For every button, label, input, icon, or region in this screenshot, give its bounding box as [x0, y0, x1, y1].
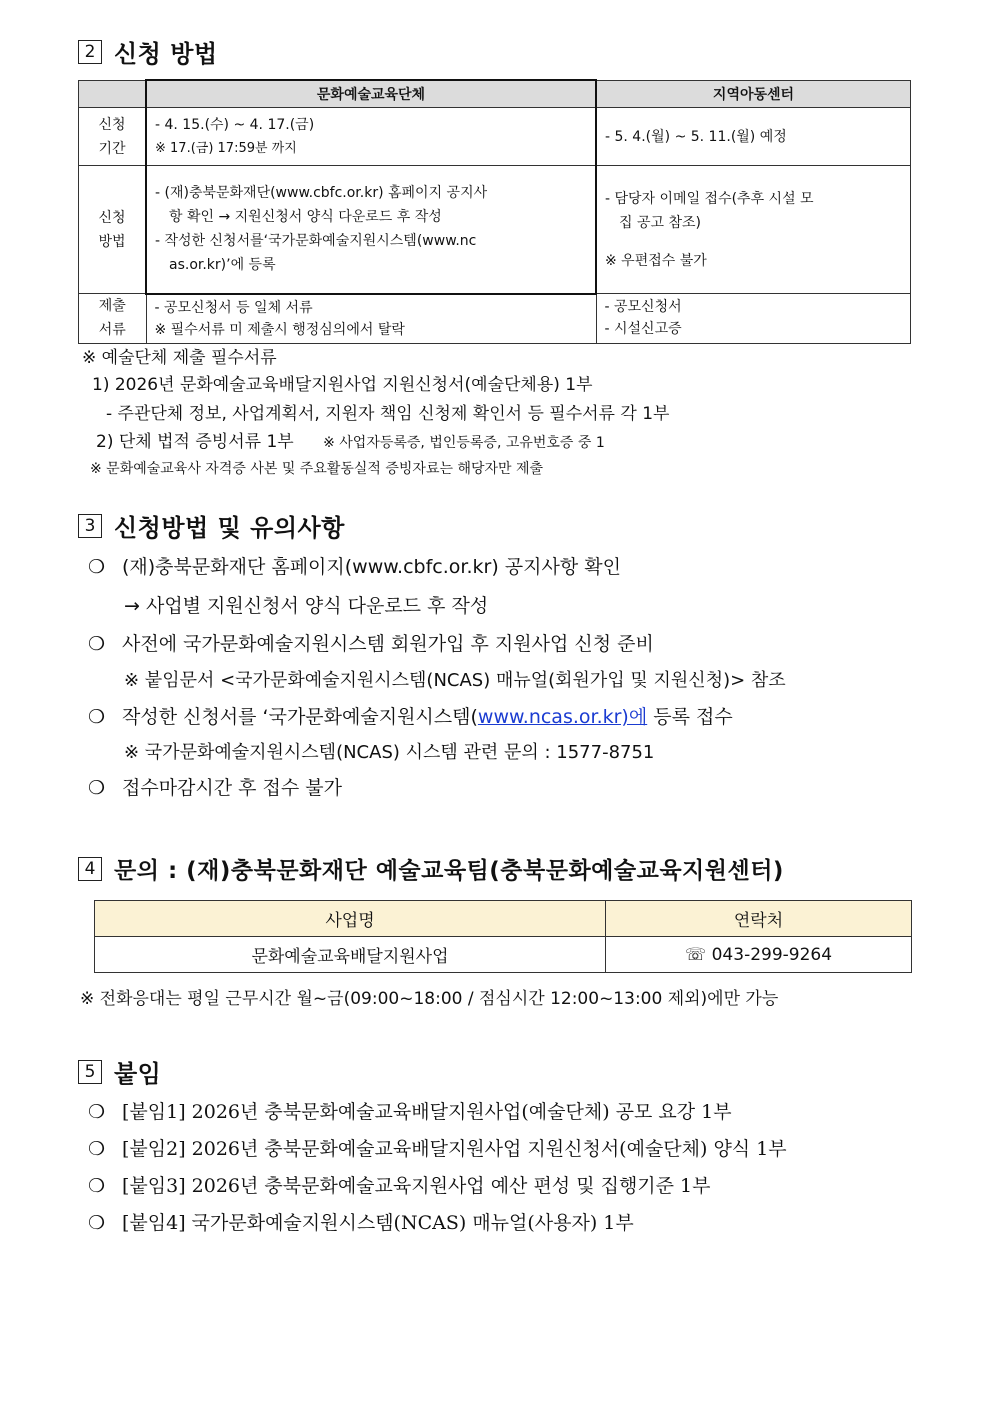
cell-project-name: 문화예술교육배달지원사업: [95, 937, 606, 973]
list-item-sub: → 사업별 지원신청서 양식 다운로드 후 작성: [124, 595, 489, 617]
attachment-item-4: ❍ [붙임4] 국가문화예술지원시스템(NCAS) 매뉴얼(사용자) 1부: [88, 1212, 634, 1234]
list-item-sub: ※ 붙임문서 <국가문화예술지원시스템(NCAS) 매뉴얼(회원가입 및 지원신청)> 참조: [124, 670, 786, 691]
column-header-childrens-center: 지역아동센터: [596, 80, 911, 108]
phone-hours-note: ※ 전화응대는 평일 근무시간 월~금(09:00~18:00 / 점심시간 12:00~13:00 제외)에만 가능: [80, 989, 779, 1009]
section-number: 4: [78, 857, 102, 881]
note-item-2-detail: ※ 사업자등록증, 법인등록증, 고유번호증 중 1: [323, 435, 605, 451]
attachment-item-2: ❍ [붙임2] 2026년 충북문화예술교육배달지원사업 지원신청서(예술단체) 양식 1부: [88, 1138, 787, 1160]
note-item-1: 1) 2026년 문화예술교육배달지원사업 지원신청서(예술단체용) 1부: [92, 375, 593, 395]
section-5-heading: [78, 1054, 161, 1089]
circle-bullet-icon: ❍: [88, 706, 106, 728]
ncas-link[interactable]: www.ncas.or.kr)에: [477, 706, 648, 728]
circle-bullet-icon: ❍: [88, 1101, 106, 1123]
list-item-sub: ※ 국가문화예술지원시스템(NCAS) 시스템 관련 문의 : 1577-8751: [124, 742, 655, 763]
list-item: ❍ (재)충북문화재단 홈페이지(www.cbfc.or.kr) 공지사항 확인: [88, 556, 621, 578]
cell-phone: ☏ 043-299-9264: [606, 937, 912, 973]
circle-bullet-icon: ❍: [88, 556, 106, 578]
cell-method-center: - 담당자 이메일 접수(추후 시설 모 집 공고 참조) ※ 우편접수 불가: [596, 166, 911, 294]
contact-table: [94, 900, 912, 973]
cell-documents-arts: - 공모신청서 등 일체 서류 ※ 필수서류 미 제출시 행정심의에서 탈락: [146, 294, 596, 344]
section-number: 5: [78, 1060, 102, 1084]
row-label-period: 신청 기간: [79, 108, 147, 166]
cell-documents-center: - 공모신청서 - 시설신고증: [596, 294, 911, 344]
list-item: ❍ 접수마감시간 후 접수 불가: [88, 777, 343, 799]
note-item-1-detail: - 주관단체 정보, 사업계획서, 지원자 책임 신청제 확인서 등 필수서류 각 1부: [106, 404, 670, 424]
section-3-heading: [78, 508, 345, 543]
section-number: 2: [78, 40, 102, 64]
cell-period-arts: - 4. 15.(수) ~ 4. 17.(금) ※ 17.(금) 17:59분 까지: [146, 108, 596, 166]
row-label-documents: 제출 서류: [79, 294, 147, 344]
application-method-table: [78, 79, 911, 344]
note-heading: ※ 예술단체 제출 필수서류: [82, 348, 277, 368]
section-title: 붙임: [114, 1060, 162, 1088]
note-certificate: ※ 문화예술교육사 자격증 사본 및 주요활동실적 증빙자료는 해당자만 제출: [90, 461, 544, 477]
required-documents-notes: [82, 346, 669, 481]
section-4-heading: [78, 852, 784, 885]
section-2-heading: [78, 34, 218, 69]
section-title: 신청 방법: [114, 40, 218, 68]
circle-bullet-icon: ❍: [88, 1138, 106, 1160]
note-item-2: 2) 단체 법적 증빙서류 1부 ※ 사업자등록증, 법인등록증, 고유번호증 중 1: [96, 432, 605, 452]
row-label-method: 신청 방법: [79, 166, 147, 294]
table-corner: [79, 80, 147, 108]
column-header-project: 사업명: [95, 901, 606, 937]
column-header-contact: 연락처: [606, 901, 912, 937]
circle-bullet-icon: ❍: [88, 777, 106, 799]
cell-period-center: - 5. 4.(월) ~ 5. 11.(월) 예정: [596, 108, 911, 166]
circle-bullet-icon: ❍: [88, 633, 106, 655]
cell-method-arts: - (재)충북문화재단(www.cbfc.or.kr) 홈페이지 공지사 항 확인 → 지원신청서 양식 다운로드 후 작성 - 작성한 신청서를‘국가문화예술지원시스템(www.nc as.or.kr)’에 등록: [146, 166, 596, 294]
attachment-item-3: ❍ [붙임3] 2026년 충북문화예술교육지원사업 예산 편성 및 집행기준 1부: [88, 1175, 711, 1197]
section-title: 신청방법 및 유의사항: [114, 514, 345, 542]
circle-bullet-icon: ❍: [88, 1175, 106, 1197]
section-title: 문의 : (재)충북문화재단 예술교육팀(충북문화예술교육지원센터): [114, 858, 784, 884]
attachment-item-1: ❍ [붙임1] 2026년 충북문화예술교육배달지원사업(예술단체) 공모 요강 1부: [88, 1101, 732, 1123]
list-item: ❍ 사전에 국가문화예술지원시스템 회원가입 후 지원사업 신청 준비: [88, 633, 654, 655]
list-item: ❍ 작성한 신청서를 ‘국가문화예술지원시스템(www.ncas.or.kr)에 등록 접수: [88, 706, 733, 728]
circle-bullet-icon: ❍: [88, 1212, 106, 1234]
section-number: 3: [78, 514, 102, 538]
column-header-arts-groups: 문화예술교육단체: [146, 80, 596, 108]
